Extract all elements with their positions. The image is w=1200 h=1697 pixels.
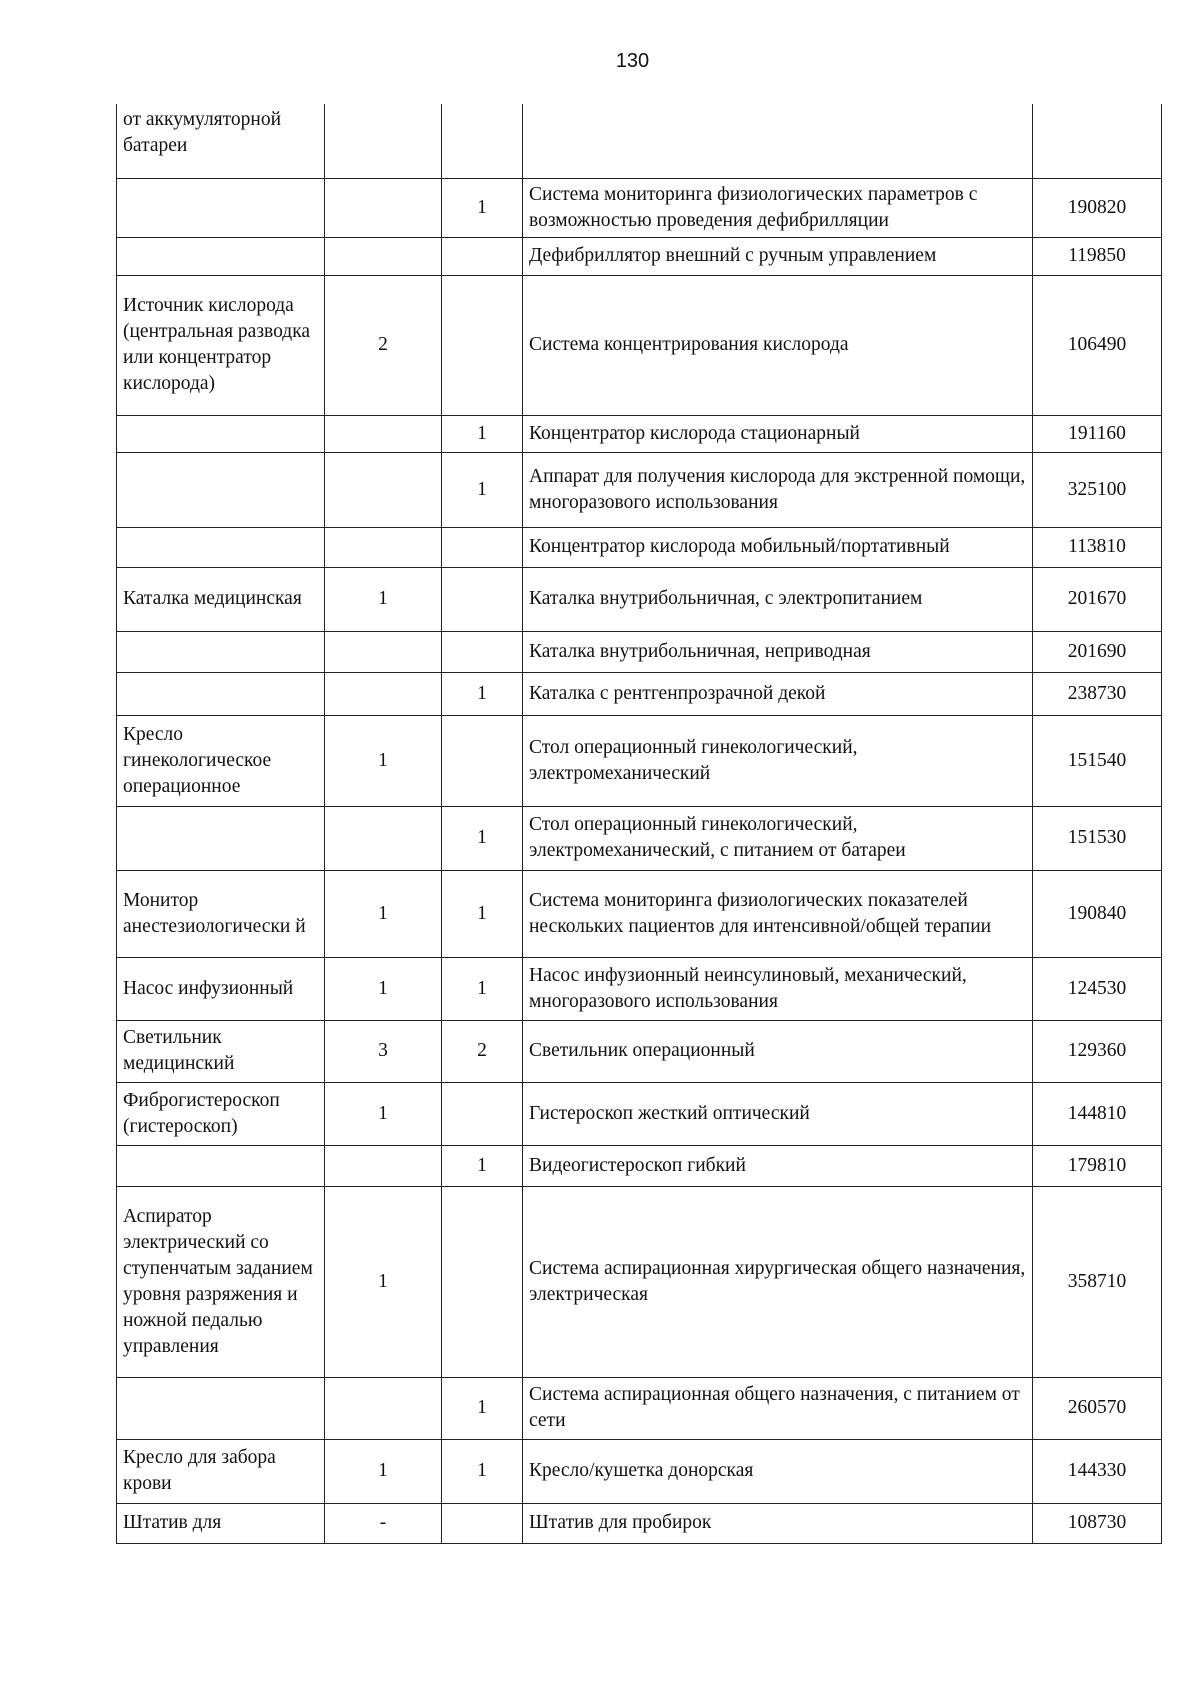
equipment-name-cell xyxy=(117,806,325,870)
table-row xyxy=(117,527,1162,567)
quantity-b-cell: 1 xyxy=(442,672,523,715)
table-row xyxy=(117,631,1162,672)
quantity-b-cell: 1 xyxy=(442,1377,523,1439)
quantity-a-cell xyxy=(325,415,442,452)
equipment-name-cell xyxy=(117,1377,325,1439)
quantity-b-cell: 1 xyxy=(442,415,523,452)
equipment-code-cell: 151530 xyxy=(1033,806,1162,870)
quantity-b-cell xyxy=(442,237,523,275)
quantity-b-cell xyxy=(442,1186,523,1377)
equipment-name-cell xyxy=(117,415,325,452)
table-row xyxy=(117,1377,1162,1439)
quantity-a-cell xyxy=(325,806,442,870)
equipment-name-cell xyxy=(117,237,325,275)
quantity-a-cell: 1 xyxy=(325,567,442,631)
quantity-b-cell xyxy=(442,527,523,567)
quantity-b-cell: 1 xyxy=(442,452,523,527)
equipment-code-cell: 190820 xyxy=(1033,178,1162,237)
equipment-name-cell xyxy=(117,672,325,715)
quantity-a-cell xyxy=(325,672,442,715)
equipment-type-cell: Система мониторинга физиологических показателей нескольких пациентов для интенсивной/общей терапии xyxy=(523,870,1033,957)
equipment-type-cell: Насос инфузионный неинсулиновый, механический, многоразового использования xyxy=(523,957,1033,1020)
equipment-type-cell: Каталка с рентгенпрозрачной декой xyxy=(523,672,1033,715)
equipment-code-cell: 113810 xyxy=(1033,527,1162,567)
equipment-type-cell: Каталка внутрибольничная, с электропитанием xyxy=(523,567,1033,631)
quantity-b-cell: 2 xyxy=(442,1020,523,1082)
equipment-name-cell: Кресло гинекологическое операционное xyxy=(117,715,325,806)
equipment-type-cell: Стол операционный гинекологический, электромеханический xyxy=(523,715,1033,806)
quantity-a-cell: 1 xyxy=(325,870,442,957)
equipment-code-cell: 201670 xyxy=(1033,567,1162,631)
table-row xyxy=(117,104,1162,178)
table-row xyxy=(117,237,1162,275)
equipment-type-cell: Система аспирационная хирургическая общего назначения, электрическая xyxy=(523,1186,1033,1377)
quantity-b-cell xyxy=(442,1082,523,1145)
equipment-name-cell: Монитор анестезиологически й xyxy=(117,870,325,957)
table-row xyxy=(117,1439,1162,1503)
equipment-type-cell: Система мониторинга физиологических параметров с возможностью проведения дефибрилляции xyxy=(523,178,1033,237)
equipment-name-cell: Насос инфузионный xyxy=(117,957,325,1020)
table-row xyxy=(117,672,1162,715)
quantity-b-cell xyxy=(442,567,523,631)
table-row xyxy=(117,715,1162,806)
equipment-type-cell: Гистероскоп жесткий оптический xyxy=(523,1082,1033,1145)
table-row xyxy=(117,1503,1162,1543)
equipment-code-cell: 151540 xyxy=(1033,715,1162,806)
equipment-code-cell: 191160 xyxy=(1033,415,1162,452)
equipment-name-cell xyxy=(117,631,325,672)
quantity-b-cell: 1 xyxy=(442,957,523,1020)
equipment-name-cell xyxy=(117,178,325,237)
equipment-type-cell: Концентратор кислорода стационарный xyxy=(523,415,1033,452)
equipment-code-cell: 144810 xyxy=(1033,1082,1162,1145)
quantity-b-cell: 1 xyxy=(442,1439,523,1503)
table-row xyxy=(117,275,1162,415)
equipment-table xyxy=(116,104,1162,1544)
quantity-b-cell xyxy=(442,104,523,178)
equipment-name-cell: Аспиратор электрический со ступенчатым заданием уровня разряжения и ножной педалью управления xyxy=(117,1186,325,1377)
quantity-a-cell xyxy=(325,1145,442,1186)
equipment-type-cell: Видеогистероскоп гибкий xyxy=(523,1145,1033,1186)
equipment-type-cell: Стол операционный гинекологический, электромеханический, с питанием от батареи xyxy=(523,806,1033,870)
table-row xyxy=(117,452,1162,527)
page-number: 130 xyxy=(615,50,650,72)
quantity-b-cell: 1 xyxy=(442,870,523,957)
quantity-b-cell: 1 xyxy=(442,806,523,870)
quantity-a-cell: 1 xyxy=(325,1186,442,1377)
equipment-name-cell: Источник кислорода (центральная разводка или концентратор кислорода) xyxy=(117,275,325,415)
equipment-name-cell: Фиброгистероскоп (гистероскоп) xyxy=(117,1082,325,1145)
equipment-code-cell: 108730 xyxy=(1033,1503,1162,1543)
equipment-code-cell: 124530 xyxy=(1033,957,1162,1020)
table-row xyxy=(117,567,1162,631)
equipment-code-cell: 201690 xyxy=(1033,631,1162,672)
equipment-type-cell: Система аспирационная общего назначения, с питанием от сети xyxy=(523,1377,1033,1439)
equipment-code-cell: 119850 xyxy=(1033,237,1162,275)
equipment-type-cell: Концентратор кислорода мобильный/портативный xyxy=(523,527,1033,567)
equipment-name-cell xyxy=(117,527,325,567)
equipment-name-cell xyxy=(117,1145,325,1186)
equipment-name-cell: Кресло для забора крови xyxy=(117,1439,325,1503)
quantity-a-cell: 1 xyxy=(325,1439,442,1503)
equipment-code-cell: 358710 xyxy=(1033,1186,1162,1377)
equipment-code-cell: 260570 xyxy=(1033,1377,1162,1439)
table-row xyxy=(117,415,1162,452)
table-row xyxy=(117,870,1162,957)
quantity-b-cell: 1 xyxy=(442,178,523,237)
quantity-a-cell xyxy=(325,631,442,672)
quantity-a-cell xyxy=(325,104,442,178)
quantity-a-cell: 1 xyxy=(325,957,442,1020)
table-row xyxy=(117,1186,1162,1377)
equipment-code-cell: 129360 xyxy=(1033,1020,1162,1082)
quantity-b-cell: 1 xyxy=(442,1145,523,1186)
quantity-b-cell xyxy=(442,1503,523,1543)
quantity-a-cell xyxy=(325,452,442,527)
equipment-code-cell: 179810 xyxy=(1033,1145,1162,1186)
quantity-a-cell xyxy=(325,178,442,237)
table-row xyxy=(117,806,1162,870)
quantity-a-cell: 2 xyxy=(325,275,442,415)
quantity-a-cell: - xyxy=(325,1503,442,1543)
table-row xyxy=(117,1082,1162,1145)
quantity-a-cell xyxy=(325,237,442,275)
table-row xyxy=(117,1145,1162,1186)
equipment-code-cell: 238730 xyxy=(1033,672,1162,715)
quantity-a-cell xyxy=(325,1377,442,1439)
equipment-code-cell: 144330 xyxy=(1033,1439,1162,1503)
equipment-code-cell xyxy=(1033,104,1162,178)
quantity-a-cell xyxy=(325,527,442,567)
equipment-table-body xyxy=(117,104,1162,1543)
equipment-type-cell: Светильник операционный xyxy=(523,1020,1033,1082)
quantity-b-cell xyxy=(442,275,523,415)
equipment-name-cell: Каталка медицинская xyxy=(117,567,325,631)
equipment-type-cell: Аппарат для получения кислорода для экстренной помощи, многоразового использования xyxy=(523,452,1033,527)
quantity-a-cell: 1 xyxy=(325,715,442,806)
quantity-a-cell: 1 xyxy=(325,1082,442,1145)
equipment-type-cell: Система концентрирования кислорода xyxy=(523,275,1033,415)
equipment-code-cell: 190840 xyxy=(1033,870,1162,957)
quantity-a-cell: 3 xyxy=(325,1020,442,1082)
table-row xyxy=(117,178,1162,237)
equipment-type-cell xyxy=(523,104,1033,178)
quantity-b-cell xyxy=(442,715,523,806)
table-row xyxy=(117,1020,1162,1082)
equipment-name-cell: от аккумуляторной батареи xyxy=(117,104,325,178)
equipment-name-cell xyxy=(117,452,325,527)
equipment-name-cell: Светильник медицинский xyxy=(117,1020,325,1082)
equipment-type-cell: Дефибриллятор внешний с ручным управлением xyxy=(523,237,1033,275)
equipment-type-cell: Каталка внутрибольничная, неприводная xyxy=(523,631,1033,672)
equipment-type-cell: Кресло/кушетка донорская xyxy=(523,1439,1033,1503)
equipment-code-cell: 325100 xyxy=(1033,452,1162,527)
equipment-code-cell: 106490 xyxy=(1033,275,1162,415)
equipment-type-cell: Штатив для пробирок xyxy=(523,1503,1033,1543)
quantity-b-cell xyxy=(442,631,523,672)
table-row xyxy=(117,957,1162,1020)
equipment-name-cell: Штатив для xyxy=(117,1503,325,1543)
